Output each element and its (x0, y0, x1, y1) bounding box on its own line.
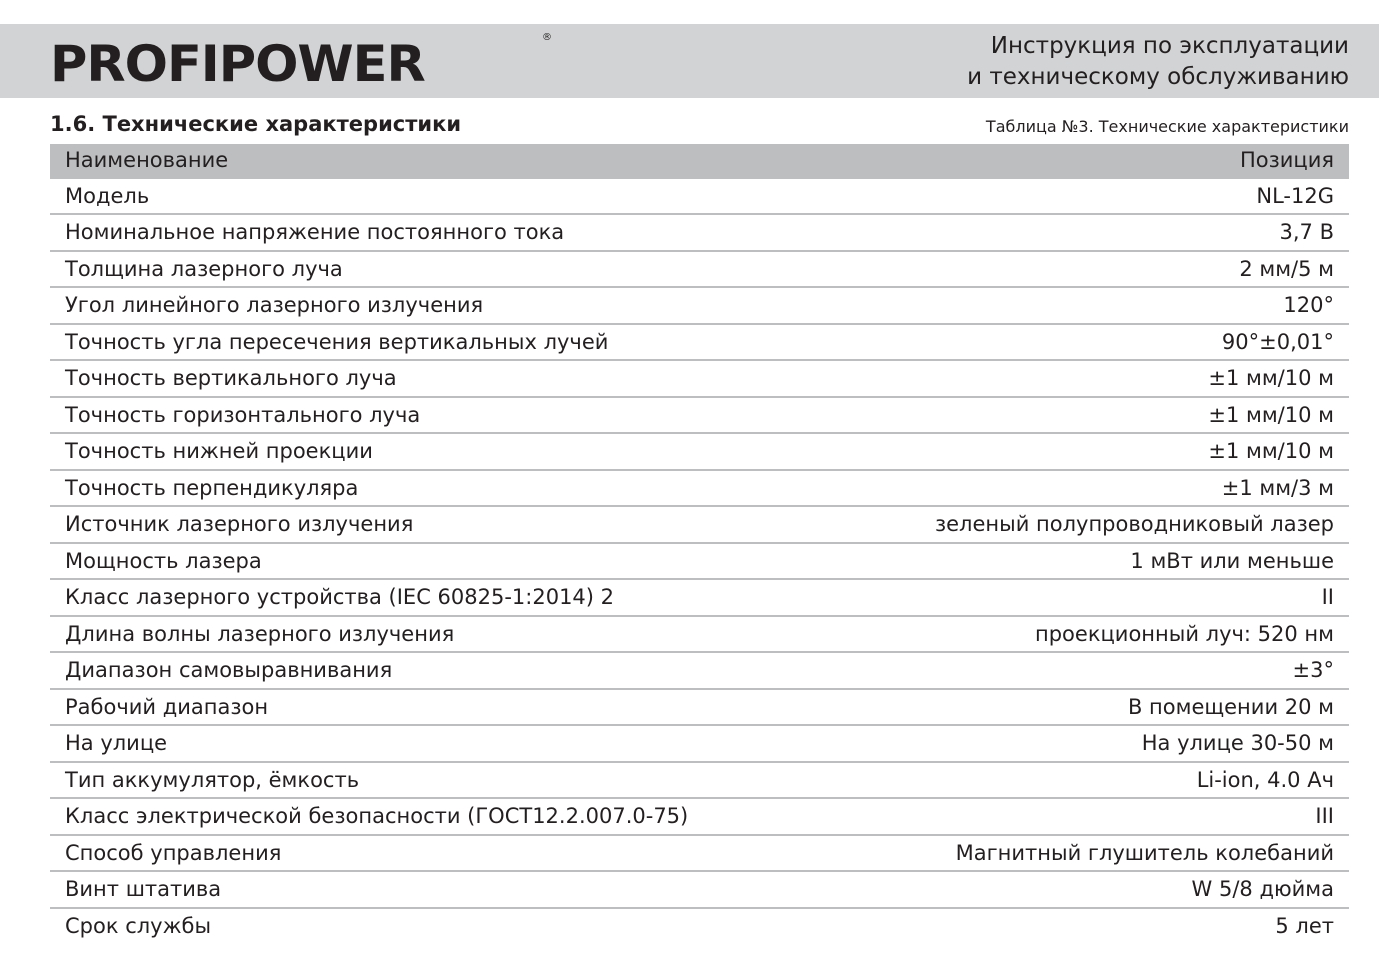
spec-value-cell: 5 лет (1275, 913, 1334, 938)
table-row (50, 836, 1349, 873)
spec-value-cell: ±1 мм/3 м (1221, 475, 1334, 500)
document-title-line-1: Инструкция по эксплуатации (990, 33, 1349, 59)
table-row (50, 544, 1349, 581)
page-header (0, 24, 1379, 98)
brand-logo: PROFIPOWER (50, 35, 425, 93)
table-row (50, 799, 1349, 836)
table-row (50, 617, 1349, 654)
table-row (50, 434, 1349, 471)
spec-value-cell: 2 мм/5 м (1239, 256, 1334, 281)
spec-name-cell: Точность угла пересечения вертикальных лучей (65, 329, 609, 354)
table-row (50, 690, 1349, 727)
spec-name-cell: Диапазон самовыравнивания (65, 658, 393, 683)
column-header-name: Наименование (65, 148, 229, 173)
spec-name-cell: Толщина лазерного луча (65, 256, 343, 281)
table-row (50, 288, 1349, 325)
spec-value-cell: В помещении 20 м (1127, 694, 1334, 719)
table-row (50, 398, 1349, 435)
spec-value-cell: Магнитный глушитель колебаний (955, 840, 1334, 865)
spec-value-cell: ±1 мм/10 м (1208, 366, 1334, 391)
spec-name-cell: Номинальное напряжение постоянного тока (65, 220, 565, 245)
table-row (50, 215, 1349, 252)
spec-name-cell: Источник лазерного излучения (65, 512, 414, 537)
spec-value-cell: ±3° (1292, 658, 1334, 683)
spec-name-cell: Срок службы (65, 913, 212, 938)
table-row (50, 909, 1349, 944)
spec-value-cell: III (1315, 804, 1334, 829)
spec-name-cell: Класс лазерного устройства (IEC 60825-1:2014) 2 (65, 585, 615, 610)
spec-table (50, 144, 1349, 943)
spec-name-cell: Рабочий диапазон (65, 694, 269, 719)
spec-value-cell: ±1 мм/10 м (1208, 439, 1334, 464)
column-header-value: Позиция (1239, 148, 1334, 173)
spec-name-cell: Класс электрической безопасности (ГОСТ12.2.007.0-75) (65, 804, 689, 829)
table-row (50, 872, 1349, 909)
table-row (50, 763, 1349, 800)
spec-name-cell: Мощность лазера (65, 548, 262, 573)
registered-mark: ® (542, 32, 552, 43)
spec-name-cell: Тип аккумулятор, ёмкость (65, 767, 360, 792)
table-caption: Таблица №3. Технические характеристики (985, 117, 1349, 136)
spec-name-cell: Точность горизонтального луча (65, 402, 421, 427)
spec-value-cell: W 5/8 дюйма (1191, 877, 1334, 902)
document-title (967, 31, 1349, 93)
spec-value-cell: II (1321, 585, 1334, 610)
spec-value-cell: На улице 30-50 м (1141, 731, 1334, 756)
table-row (50, 325, 1349, 362)
table-header-row (50, 144, 1349, 179)
table-row (50, 507, 1349, 544)
table-row (50, 726, 1349, 763)
document-title-line-2: и техническому обслуживанию (967, 64, 1349, 90)
spec-value-cell: 90°±0,01° (1221, 329, 1334, 354)
spec-value-cell: ±1 мм/10 м (1208, 402, 1334, 427)
table-row (50, 580, 1349, 617)
table-row (50, 653, 1349, 690)
section-title: 1.6. Технические характеристики (50, 112, 462, 136)
spec-name-cell: Винт штатива (65, 877, 222, 902)
spec-value-cell: 1 мВт или меньше (1130, 548, 1334, 573)
page-top-margin (0, 0, 1379, 24)
table-row (50, 471, 1349, 508)
spec-value-cell: Li-ion, 4.0 Ач (1196, 767, 1334, 792)
spec-name-cell: Точность перпендикуляра (65, 475, 359, 500)
spec-value-cell: NL-12G (1256, 183, 1334, 208)
spec-name-cell: Точность вертикального луча (65, 366, 397, 391)
table-row (50, 252, 1349, 289)
spec-value-cell: 120° (1283, 293, 1334, 318)
spec-name-cell: Угол линейного лазерного излучения (65, 293, 484, 318)
spec-value-cell: проекционный луч: 520 нм (1034, 621, 1334, 646)
spec-name-cell: Способ управления (65, 840, 282, 865)
spec-name-cell: На улице (65, 731, 168, 756)
table-row (50, 179, 1349, 216)
spec-value-cell: 3,7 В (1279, 220, 1334, 245)
spec-value-cell: зеленый полупроводниковый лазер (934, 512, 1334, 537)
spec-name-cell: Длина волны лазерного излучения (65, 621, 455, 646)
spec-name-cell: Точность нижней проекции (65, 439, 373, 464)
table-row (50, 361, 1349, 398)
spec-name-cell: Модель (65, 183, 150, 208)
